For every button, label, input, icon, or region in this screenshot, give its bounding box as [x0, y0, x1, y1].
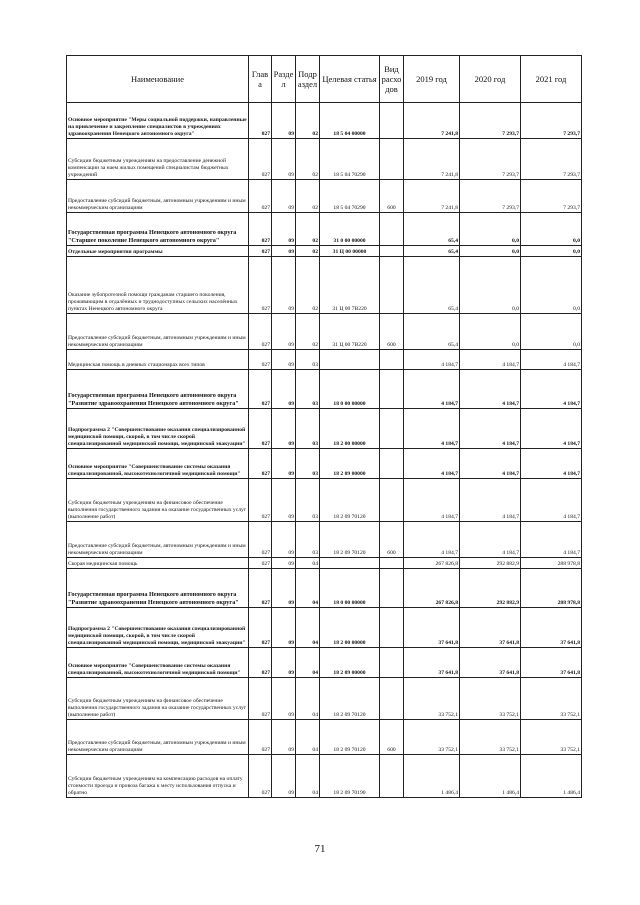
row-name: Основное мероприятие "Меры социальной поддержки, направленные на привлечение и закрепление специалистов в учреждениях здравоохранения Ненецкого автономного округа" [67, 103, 249, 139]
row-target: 18 2 09 70120 [320, 678, 380, 720]
row-razdel: 09 [272, 350, 296, 370]
row-2019: 267 826,8 [404, 569, 460, 608]
table-row [67, 720, 582, 755]
row-vid [380, 350, 404, 370]
row-2020: 7 293,7 [460, 180, 521, 213]
table-row [67, 558, 582, 569]
row-glava: 027 [249, 522, 272, 558]
row-razdel: 09 [272, 139, 296, 180]
row-2019: 4 184,7 [404, 350, 460, 370]
row-name: Медицинская помощь в дневных стационарах всех типов [67, 350, 249, 370]
row-name: Субсидии бюджетным учреждениям на предоставление денежной компенсации за наем жилых помещений специалистам бюджетных учреждений [67, 139, 249, 180]
row-glava: 027 [249, 180, 272, 213]
row-2021: 33 752,1 [521, 678, 582, 720]
row-name: Субсидии бюджетным учреждениям на компенсацию расходов на оплату стоимости проезда и провоза багажа к месту использования отпуска и обратно [67, 755, 249, 798]
row-target: 18 5 04 70290 [320, 180, 380, 213]
row-vid [380, 558, 404, 569]
row-glava: 027 [249, 608, 272, 648]
row-glava: 027 [249, 314, 272, 350]
row-podrazdel: 03 [296, 409, 320, 449]
row-vid [380, 370, 404, 409]
row-2020: 0,0 [460, 257, 521, 314]
row-glava: 027 [249, 257, 272, 314]
row-2019: 4 184,7 [404, 522, 460, 558]
row-glava: 027 [249, 213, 272, 246]
row-target: 31 Ц 00 00000 [320, 246, 380, 257]
row-2019: 1 486,4 [404, 755, 460, 798]
row-2020: 7 293,7 [460, 139, 521, 180]
row-razdel: 09 [272, 569, 296, 608]
row-vid [380, 755, 404, 798]
row-2020: 0,0 [460, 246, 521, 257]
table-row [67, 257, 582, 314]
row-2021: 0,0 [521, 257, 582, 314]
table-row [67, 213, 582, 246]
row-2019: 65,4 [404, 246, 460, 257]
row-name: Основное мероприятие "Совершенствование системы оказания специализированной, высокотехнологичной медицинской помощи" [67, 648, 249, 678]
row-name: Предоставление субсидий бюджетным, автономным учреждениям и иным некоммерческим организациям [67, 522, 249, 558]
table-row [67, 479, 582, 522]
row-target [320, 350, 380, 370]
row-podrazdel: 03 [296, 449, 320, 479]
row-glava: 027 [249, 350, 272, 370]
row-target: 18 2 00 00000 [320, 608, 380, 648]
row-vid [380, 139, 404, 180]
row-2020: 33 752,1 [460, 720, 521, 755]
table-row [67, 314, 582, 350]
table-row [67, 449, 582, 479]
table-row [67, 569, 582, 608]
row-vid [380, 103, 404, 139]
row-target: 31 Ц 00 7В220 [320, 257, 380, 314]
row-2020: 33 752,1 [460, 678, 521, 720]
row-podrazdel: 02 [296, 139, 320, 180]
row-2019: 37 641,8 [404, 608, 460, 648]
row-2021: 4 184,7 [521, 350, 582, 370]
row-target: 18 2 09 70120 [320, 720, 380, 755]
row-2019: 4 184,7 [404, 409, 460, 449]
row-podrazdel: 03 [296, 370, 320, 409]
row-glava: 027 [249, 479, 272, 522]
row-razdel: 09 [272, 314, 296, 350]
row-glava: 027 [249, 755, 272, 798]
row-2019: 65,4 [404, 213, 460, 246]
row-2019: 267 826,8 [404, 558, 460, 569]
row-vid [380, 648, 404, 678]
row-2021: 4 184,7 [521, 522, 582, 558]
row-2020: 4 184,7 [460, 350, 521, 370]
row-vid: 600 [380, 180, 404, 213]
header-razdel: Разде л [272, 56, 296, 103]
header-2021: 2021 год [521, 56, 582, 103]
row-razdel: 09 [272, 449, 296, 479]
row-2020: 1 486,4 [460, 755, 521, 798]
row-2020: 37 641,8 [460, 608, 521, 648]
row-name: Предоставление субсидий бюджетным, автономным учреждениям и иным некоммерческим организациям [67, 720, 249, 755]
row-2021: 4 184,7 [521, 449, 582, 479]
row-name: Предоставление субсидий бюджетным, автономным учреждениям и иным некоммерческим организациям [67, 314, 249, 350]
row-name: Субсидии бюджетным учреждениям на финансовое обеспечение выполнения государственного задания на оказание государственных услуг (выполнение работ) [67, 678, 249, 720]
row-2019: 7 241,8 [404, 180, 460, 213]
row-2021: 4 184,7 [521, 479, 582, 522]
row-podrazdel: 03 [296, 479, 320, 522]
row-glava: 027 [249, 648, 272, 678]
row-target: 18 2 09 70120 [320, 522, 380, 558]
row-glava: 027 [249, 409, 272, 449]
row-podrazdel: 02 [296, 213, 320, 246]
row-2020: 292 882,9 [460, 558, 521, 569]
row-name: Скорая медицинская помощь [67, 558, 249, 569]
row-glava: 027 [249, 370, 272, 409]
table-row [67, 246, 582, 257]
row-razdel: 09 [272, 257, 296, 314]
row-name: Государственная программа Ненецкого автономного округа "Старшее поколение Ненецкого автономного округа" [67, 213, 249, 246]
row-vid [380, 569, 404, 608]
row-razdel: 09 [272, 755, 296, 798]
row-2020: 7 293,7 [460, 103, 521, 139]
row-target: 18 5 04 70290 [320, 139, 380, 180]
row-2020: 292 882,9 [460, 569, 521, 608]
row-2019: 4 184,7 [404, 449, 460, 479]
row-2021: 7 293,7 [521, 103, 582, 139]
row-target: 18 2 09 00000 [320, 648, 380, 678]
row-2019: 65,4 [404, 257, 460, 314]
row-glava: 027 [249, 139, 272, 180]
row-podrazdel: 02 [296, 180, 320, 213]
row-2021: 7 293,7 [521, 180, 582, 213]
row-razdel: 09 [272, 678, 296, 720]
row-razdel: 09 [272, 479, 296, 522]
row-vid [380, 257, 404, 314]
page-number: 71 [314, 843, 326, 855]
row-razdel: 09 [272, 522, 296, 558]
row-2020: 0,0 [460, 314, 521, 350]
row-target: 18 2 09 70190 [320, 755, 380, 798]
row-vid [380, 213, 404, 246]
row-glava: 027 [249, 449, 272, 479]
row-2020: 4 184,7 [460, 449, 521, 479]
row-2021: 288 978,8 [521, 558, 582, 569]
row-vid [380, 678, 404, 720]
row-2019: 4 184,7 [404, 479, 460, 522]
header-2019: 2019 год [404, 56, 460, 103]
row-podrazdel: 04 [296, 558, 320, 569]
table-row [67, 350, 582, 370]
row-vid [380, 608, 404, 648]
row-2020: 4 184,7 [460, 370, 521, 409]
row-razdel: 09 [272, 213, 296, 246]
row-name: Основное мероприятие "Совершенствование системы оказания специализированной, высокотехнологичной медицинской помощи" [67, 449, 249, 479]
row-2021: 1 486,4 [521, 755, 582, 798]
table-row [67, 608, 582, 648]
row-2019: 7 241,8 [404, 103, 460, 139]
table-header-row [67, 56, 582, 103]
row-name: Оказание зубопротезной помощи гражданам старшего поколения, проживающим в отдалённых и труднодоступных сельских населённых пунктах Ненецкого автономного округа [67, 257, 249, 314]
row-name: Государственная программа Ненецкого автономного округа "Развитие здравоохранения Ненецкого автономного округа" [67, 370, 249, 409]
row-2021: 7 293,7 [521, 139, 582, 180]
table-row [67, 180, 582, 213]
row-2021: 288 978,8 [521, 569, 582, 608]
row-name: Предоставление субсидий бюджетным, автономным учреждениям и иным некоммерческим организациям [67, 180, 249, 213]
row-2020: 4 184,7 [460, 409, 521, 449]
table-row [67, 139, 582, 180]
header-2020: 2020 год [460, 56, 521, 103]
row-target: 18 0 00 00000 [320, 569, 380, 608]
table-row [67, 678, 582, 720]
row-glava: 027 [249, 558, 272, 569]
row-razdel: 09 [272, 648, 296, 678]
row-glava: 027 [249, 720, 272, 755]
row-podrazdel: 04 [296, 648, 320, 678]
row-target: 18 2 09 00000 [320, 449, 380, 479]
row-podrazdel: 02 [296, 103, 320, 139]
row-name: Отдельные мероприятия программы [67, 246, 249, 257]
header-glava: Глав а [249, 56, 272, 103]
row-target: 18 2 00 00000 [320, 409, 380, 449]
row-podrazdel: 04 [296, 755, 320, 798]
row-name: Подпрограмма 2 "Совершенствование оказания специализированной медицинской помощи, скорой, в том числе скорой специализированной медицинской помощи, медицинской эвакуации" [67, 409, 249, 449]
row-podrazdel: 03 [296, 522, 320, 558]
row-razdel: 09 [272, 558, 296, 569]
row-vid: 600 [380, 314, 404, 350]
row-2021: 33 752,1 [521, 720, 582, 755]
header-podrazdel: Подр аздел [296, 56, 320, 103]
row-vid: 600 [380, 522, 404, 558]
table-row [67, 522, 582, 558]
row-podrazdel: 04 [296, 678, 320, 720]
row-razdel: 09 [272, 180, 296, 213]
table-row [67, 370, 582, 409]
row-name: Государственная программа Ненецкого автономного округа "Развитие здравоохранения Ненецкого автономного округа" [67, 569, 249, 608]
row-2019: 4 184,7 [404, 370, 460, 409]
row-2019: 37 641,8 [404, 648, 460, 678]
row-podrazdel: 02 [296, 246, 320, 257]
row-podrazdel: 03 [296, 350, 320, 370]
row-target: 31 Ц 00 7В220 [320, 314, 380, 350]
row-target: 31 0 00 00000 [320, 213, 380, 246]
header-target: Целевая статья [320, 56, 380, 103]
row-razdel: 09 [272, 720, 296, 755]
row-2019: 33 752,1 [404, 720, 460, 755]
row-2020: 37 641,8 [460, 648, 521, 678]
row-2020: 0,0 [460, 213, 521, 246]
row-target: 18 2 09 70120 [320, 479, 380, 522]
row-podrazdel: 02 [296, 257, 320, 314]
row-target [320, 558, 380, 569]
table-row [67, 103, 582, 139]
row-vid [380, 479, 404, 522]
row-2021: 0,0 [521, 246, 582, 257]
row-2019: 33 752,1 [404, 678, 460, 720]
row-razdel: 09 [272, 103, 296, 139]
row-2021: 4 184,7 [521, 409, 582, 449]
row-razdel: 09 [272, 608, 296, 648]
row-glava: 027 [249, 678, 272, 720]
row-2020: 4 184,7 [460, 479, 521, 522]
row-vid: 600 [380, 720, 404, 755]
row-2021: 37 641,8 [521, 648, 582, 678]
header-name: Наименование [67, 56, 249, 103]
row-podrazdel: 04 [296, 720, 320, 755]
row-vid [380, 449, 404, 479]
budget-table [66, 55, 582, 798]
row-vid [380, 409, 404, 449]
row-vid [380, 246, 404, 257]
row-razdel: 09 [272, 409, 296, 449]
table-row [67, 648, 582, 678]
row-2021: 0,0 [521, 314, 582, 350]
row-podrazdel: 04 [296, 569, 320, 608]
budget-table-container [66, 55, 581, 798]
row-2020: 4 184,7 [460, 522, 521, 558]
row-target: 18 0 00 00000 [320, 370, 380, 409]
row-name: Субсидии бюджетным учреждениям на финансовое обеспечение выполнения государственного задания на оказание государственных услуг (выполнение работ) [67, 479, 249, 522]
table-row [67, 409, 582, 449]
row-2019: 65,4 [404, 314, 460, 350]
table-row [67, 755, 582, 798]
row-podrazdel: 04 [296, 608, 320, 648]
row-name: Подпрограмма 2 "Совершенствование оказания специализированной медицинской помощи, скорой, в том числе скорой специализированной медицинской помощи, медицинской эвакуации" [67, 608, 249, 648]
row-glava: 027 [249, 103, 272, 139]
row-razdel: 09 [272, 246, 296, 257]
row-glava: 027 [249, 246, 272, 257]
row-2021: 0,0 [521, 213, 582, 246]
row-2021: 37 641,8 [521, 608, 582, 648]
row-podrazdel: 02 [296, 314, 320, 350]
row-2019: 7 241,8 [404, 139, 460, 180]
row-target: 18 5 04 00000 [320, 103, 380, 139]
row-glava: 027 [249, 569, 272, 608]
row-2021: 4 184,7 [521, 370, 582, 409]
header-vid: Вид расхо дов [380, 56, 404, 103]
row-razdel: 09 [272, 370, 296, 409]
